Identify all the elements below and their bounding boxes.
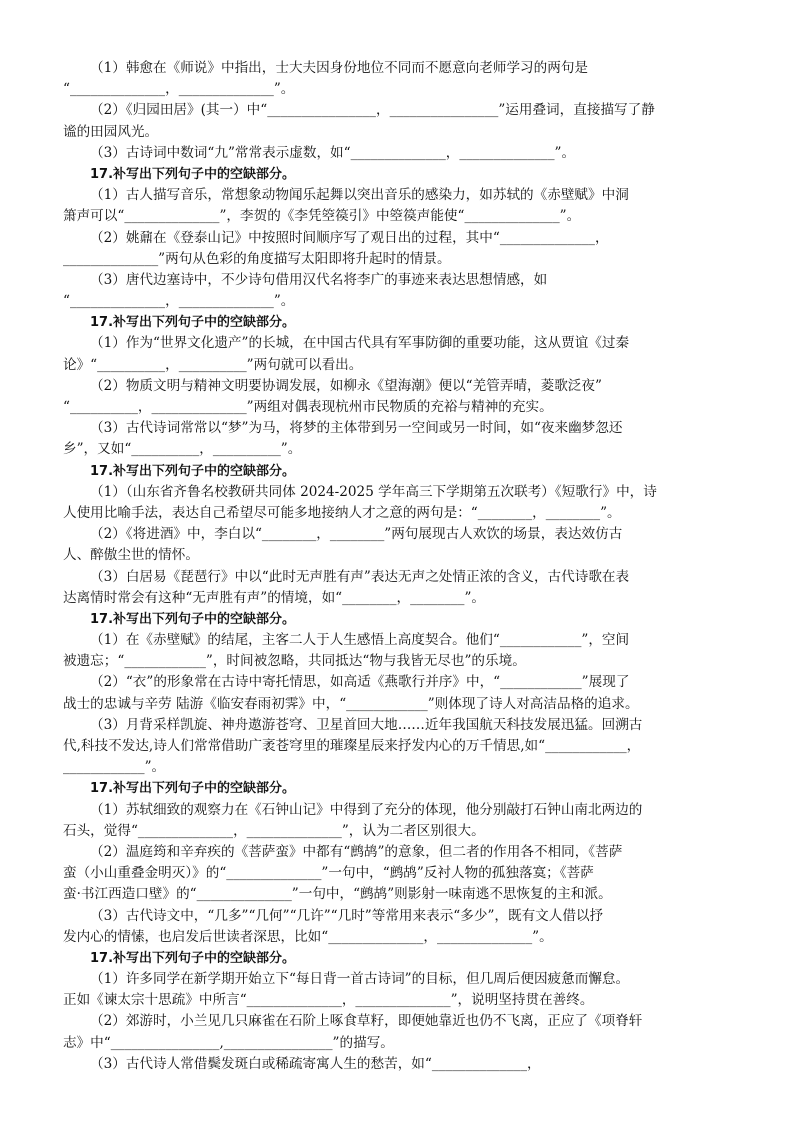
text-line: 论》“__________，__________”两句就可以看出。: [63, 356, 363, 373]
section-heading: 17.补写出下列句子中的空缺部分。: [90, 950, 296, 966]
text-line: 箫声可以“______________”，李贺的《李凭箜篌引》中箜篌声能使“______________”。: [63, 208, 581, 225]
text-line: （2）“衣”的形象常在古诗中寄托情思，如高适《燕歌行并序》中，“____________”展现了: [90, 674, 630, 691]
text-line: （1）古人描写音乐，常想象动物闻乐起舞以突出音乐的感染力，如苏轼的《赤壁赋》中洞: [90, 187, 629, 204]
text-line: 达离情时常会有这种“无声胜有声”的情境，如“________，________”。: [63, 589, 486, 606]
text-line: “______________，______________”。: [63, 293, 295, 310]
text-line: 蛮（小山重叠金明灭）》的“______________”一句中，“鹧鸪”反衬人物的孤独落寞；《菩萨: [63, 865, 594, 882]
text-line: ____________”。: [63, 759, 166, 776]
text-line: （3）月背采样凯旋、神舟遨游苍穹、卫星首回大地……近年我国航天科技发展迅猛。回溯古: [90, 716, 643, 733]
text-line: （1）苏轼细致的观察力在《石钟山记》中得到了充分的体现，他分别敲打石钟山南北两边的: [90, 801, 643, 818]
text-line: （3）古代诗人常借鬓发斑白或稀疏寄寓人生的愁苦，如“______________，: [90, 1055, 541, 1072]
text-line: 蛮·书江西造口壁》的“______________”一句中，“鹧鸪”则影射一味南逃不思恢复的主和派。: [63, 886, 612, 903]
text-line: （1）在《赤壁赋》的结尾，主客二人于人生感悟上高度契合。他们“____________”，空间: [90, 632, 630, 649]
text-line: （3）白居易《琵琶行》中以“此时无声胜有声”表达无声之处情正浓的含义，古代诗歌在表: [90, 568, 630, 585]
text-line: （2）《归园田居》(其一）中“________________，________________”运用叠词，直接描写了静: [90, 102, 655, 119]
text-line: ______________”两句从色彩的角度描写太阳即将升起时的情景。: [63, 250, 451, 267]
text-line: 谧的田园风光。: [63, 123, 159, 140]
text-line: （1）许多同学在新学期开始立下“每日背一首古诗词”的目标，但几周后便因疲惫而懈怠。: [90, 971, 630, 988]
text-line: 代,科技不发达,诗人们常常借助广袤苍穹里的璀璨星辰来抒发内心的万千情思,如“____________，: [63, 738, 641, 754]
text-line: （1）韩愈在《师说》中指出，士大夫因身份地位不同而不愿意向老师学习的两句是: [90, 60, 589, 76]
text-line: （2）姚鼐在《登泰山记》中按照时间顺序写了观日出的过程，其中“______________，: [90, 229, 609, 246]
section-heading: 17.补写出下列句子中的空缺部分。: [90, 166, 296, 182]
text-line: （1）作为“世界文化遗产”的长城，在中国古代具有军事防御的重要功能，这从贾谊《过秦: [90, 335, 630, 352]
text-line: 乡”，又如“__________，__________”。: [63, 441, 302, 458]
text-line: 正如《谏太宗十思疏》中所言“______________，______________”，说明坚持贯在善终。: [63, 992, 594, 1009]
text-line: “__________，______________”两组对偶表现杭州市民物质的充裕与精神的充实。: [63, 399, 553, 415]
text-line: （2）《将进酒》中，李白以“________，________”两句展现古人欢饮的场景，表达效仿古: [90, 526, 623, 543]
text-line: （2）温庭筠和辛弃疾的《菩萨蛮》中都有“鹧鸪”的意象，但二者的作用各不相同，《菩萨: [90, 843, 623, 860]
section-heading: 17.补写出下列句子中的空缺部分。: [90, 315, 296, 331]
text-line: 人使用比喻手法，表达自己希望尽可能多地接纳人才之意的两句是：“________，________”。: [63, 504, 621, 521]
section-heading: 17.补写出下列句子中的空缺部分。: [90, 781, 296, 797]
text-line: 志》中“________________,________________”的描写。: [63, 1034, 394, 1051]
section-heading: 17.补写出下列句子中的空缺部分。: [90, 463, 296, 479]
text-line: （3）唐代边塞诗中，不少诗句借用汉代名将李广的事迹来表达思想情感，如: [90, 271, 548, 288]
text-line: （3）古诗词中数词“九”常常表示虚数，如“______________，______________”。: [90, 144, 576, 161]
worksheet-page: [63, 58, 738, 1075]
text-line: （1）（山东省齐鲁名校教研共同体 2024-2025 学年高三下学期第五次联考）《短歌行》中，诗: [90, 483, 657, 500]
text-line: “______________，______________”。: [63, 81, 295, 98]
text-line: 发内心的情愫，也启发后世读者深思，比如“______________，______________”。: [63, 928, 553, 945]
text-line: （2）郊游时，小兰见几只麻雀在石阶上啄食草籽，即便她靠近也仍不飞离，正应了《项脊轩: [90, 1013, 643, 1030]
text-line: 人、醉傲尘世的情怀。: [63, 547, 199, 564]
section-heading: 17.补写出下列句子中的空缺部分。: [90, 611, 296, 627]
text-line: 被遗忘；“____________”，时间被忽略，共同抵达“物与我皆无尽也”的乐境。: [63, 653, 526, 670]
text-line: （3）古代诗文中，“几多”“几何”“几许”“几时”等常用来表示“多少”，既有文人借以抒: [90, 907, 604, 924]
text-line: （3）古代诗词常常以“梦”为马，将梦的主体带到另一空间或另一时间，如“夜来幽梦忽还: [90, 420, 623, 437]
text-line: （2）物质文明与精神文明要协调发展，如柳永《望海潮》便以“羌管弄晴，菱歌泛夜”: [90, 377, 602, 394]
text-line: 石头，觉得“______________，______________”，认为二者区别很大。: [63, 822, 485, 839]
text-line: 战士的忠诚与辛劳 陆游《临安春雨初霁》中，“____________”则体现了诗人对高洁品格的追求。: [63, 695, 639, 712]
